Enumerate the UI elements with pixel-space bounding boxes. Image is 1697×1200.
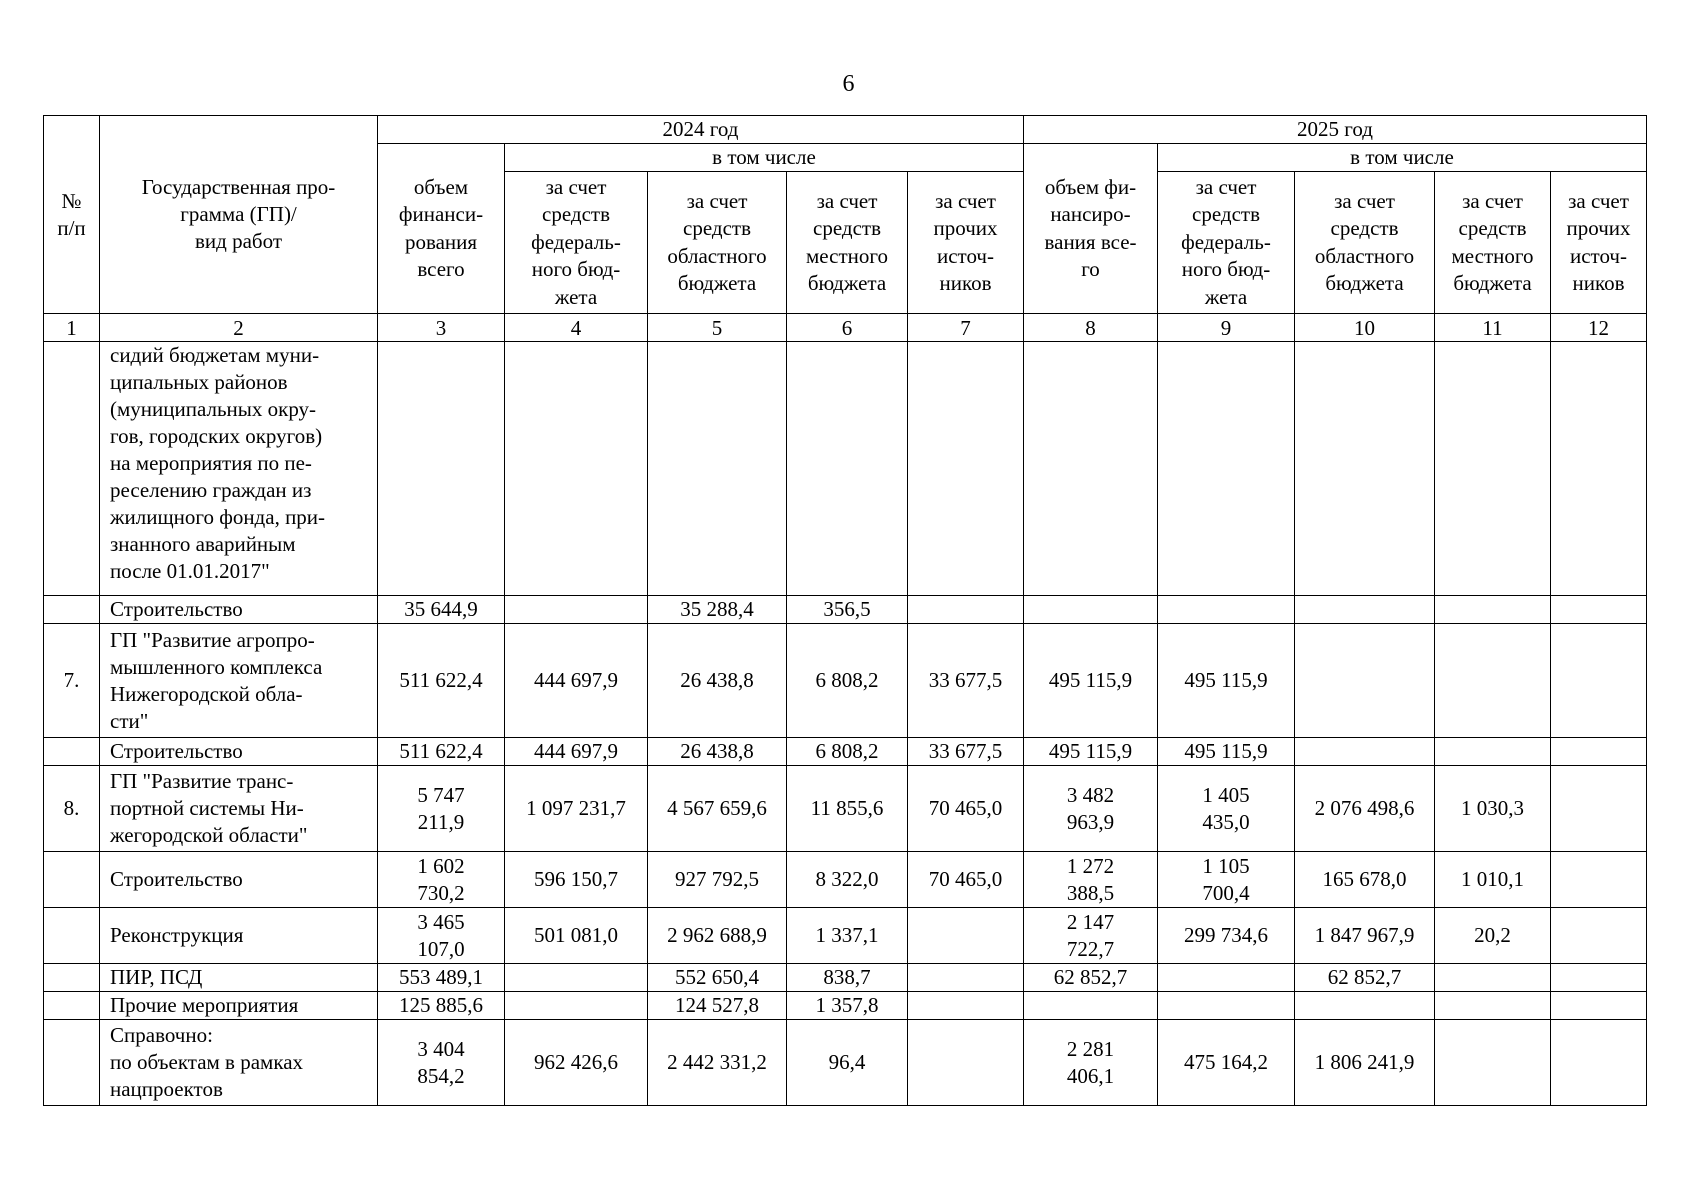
value-cell bbox=[648, 342, 787, 596]
value-cell: 596 150,7 bbox=[505, 852, 648, 908]
header-federal-2025-label: за счет средств федераль- ного бюд- жета bbox=[1181, 174, 1271, 309]
value-cell bbox=[1295, 738, 1435, 766]
row-number: 8. bbox=[44, 766, 100, 852]
value-cell bbox=[1551, 624, 1647, 738]
value-cell bbox=[1435, 342, 1551, 596]
header-program-label: Государственная про- грамма (ГП)/ вид работ bbox=[141, 175, 336, 253]
header-regional-2025 bbox=[1295, 172, 1435, 314]
table-header bbox=[44, 116, 1647, 342]
column-number: 7 bbox=[908, 314, 1024, 342]
column-number-row bbox=[44, 314, 1647, 342]
value-cell: 553 489,1 bbox=[378, 964, 505, 992]
value-cell bbox=[505, 992, 648, 1020]
value-cell: 2 147 722,7 bbox=[1024, 908, 1158, 964]
value-cell bbox=[1551, 908, 1647, 964]
value-cell bbox=[1435, 596, 1551, 624]
value-cell: 1 337,1 bbox=[787, 908, 908, 964]
header-local-2024 bbox=[787, 172, 908, 314]
row-number bbox=[44, 738, 100, 766]
value-cell: 33 677,5 bbox=[908, 624, 1024, 738]
column-number: 12 bbox=[1551, 314, 1647, 342]
value-cell bbox=[908, 992, 1024, 1020]
row-name: ГП "Развитие агропро- мышленного комплекса Нижегородской обла- сти" bbox=[100, 624, 378, 738]
row-number bbox=[44, 342, 100, 596]
column-number: 11 bbox=[1435, 314, 1551, 342]
value-cell: 495 115,9 bbox=[1024, 738, 1158, 766]
value-cell: 356,5 bbox=[787, 596, 908, 624]
value-cell: 11 855,6 bbox=[787, 766, 908, 852]
value-cell bbox=[1158, 964, 1295, 992]
row-number bbox=[44, 992, 100, 1020]
table-row bbox=[44, 766, 1647, 852]
value-cell: 8 322,0 bbox=[787, 852, 908, 908]
value-cell: 838,7 bbox=[787, 964, 908, 992]
value-cell: 511 622,4 bbox=[378, 624, 505, 738]
value-cell: 124 527,8 bbox=[648, 992, 787, 1020]
header-including-2025: в том числе bbox=[1158, 144, 1647, 172]
value-cell: 299 734,6 bbox=[1158, 908, 1295, 964]
column-number: 4 bbox=[505, 314, 648, 342]
value-cell: 26 438,8 bbox=[648, 624, 787, 738]
value-cell bbox=[1158, 342, 1295, 596]
value-cell bbox=[1551, 852, 1647, 908]
row-number bbox=[44, 908, 100, 964]
value-cell bbox=[908, 342, 1024, 596]
value-cell: 3 465 107,0 bbox=[378, 908, 505, 964]
value-cell bbox=[1435, 738, 1551, 766]
value-cell: 62 852,7 bbox=[1024, 964, 1158, 992]
value-cell: 1 097 231,7 bbox=[505, 766, 648, 852]
value-cell bbox=[1551, 1020, 1647, 1106]
value-cell: 495 115,9 bbox=[1158, 738, 1295, 766]
value-cell: 1 010,1 bbox=[1435, 852, 1551, 908]
value-cell: 6 808,2 bbox=[787, 624, 908, 738]
value-cell bbox=[908, 908, 1024, 964]
value-cell bbox=[1551, 766, 1647, 852]
value-cell: 165 678,0 bbox=[1295, 852, 1435, 908]
row-number bbox=[44, 852, 100, 908]
value-cell: 96,4 bbox=[787, 1020, 908, 1106]
column-number: 3 bbox=[378, 314, 505, 342]
value-cell bbox=[505, 964, 648, 992]
value-cell: 35 288,4 bbox=[648, 596, 787, 624]
table-row bbox=[44, 852, 1647, 908]
header-program bbox=[100, 116, 378, 314]
row-name: Справочно: по объектам в рамках нацпроектов bbox=[100, 1020, 378, 1106]
value-cell: 2 442 331,2 bbox=[648, 1020, 787, 1106]
row-name: ГП "Развитие транс- портной системы Ни- жегородской области" bbox=[100, 766, 378, 852]
table-row bbox=[44, 964, 1647, 992]
value-cell bbox=[1551, 596, 1647, 624]
value-cell: 444 697,9 bbox=[505, 738, 648, 766]
header-other-2025 bbox=[1551, 172, 1647, 314]
row-number bbox=[44, 1020, 100, 1106]
header-total-2025 bbox=[1024, 144, 1158, 314]
value-cell bbox=[1158, 596, 1295, 624]
row-name: Строительство bbox=[100, 596, 378, 624]
value-cell bbox=[1295, 342, 1435, 596]
header-regional-2025-label: за счет средств областного бюджета bbox=[1314, 188, 1415, 295]
value-cell: 962 426,6 bbox=[505, 1020, 648, 1106]
table-row bbox=[44, 624, 1647, 738]
value-cell: 1 602 730,2 bbox=[378, 852, 505, 908]
header-num-label: № п/п bbox=[57, 188, 86, 240]
value-cell bbox=[1435, 1020, 1551, 1106]
value-cell: 495 115,9 bbox=[1158, 624, 1295, 738]
value-cell bbox=[908, 596, 1024, 624]
column-number: 8 bbox=[1024, 314, 1158, 342]
value-cell bbox=[1551, 992, 1647, 1020]
row-number: 7. bbox=[44, 624, 100, 738]
value-cell bbox=[1295, 992, 1435, 1020]
row-name: Реконструкция bbox=[100, 908, 378, 964]
header-federal-2025 bbox=[1158, 172, 1295, 314]
row-name: Строительство bbox=[100, 738, 378, 766]
value-cell: 444 697,9 bbox=[505, 624, 648, 738]
value-cell bbox=[1158, 992, 1295, 1020]
column-number: 2 bbox=[100, 314, 378, 342]
value-cell: 125 885,6 bbox=[378, 992, 505, 1020]
value-cell: 33 677,5 bbox=[908, 738, 1024, 766]
header-local-2025 bbox=[1435, 172, 1551, 314]
value-cell: 70 465,0 bbox=[908, 852, 1024, 908]
value-cell: 1 357,8 bbox=[787, 992, 908, 1020]
value-cell: 552 650,4 bbox=[648, 964, 787, 992]
value-cell bbox=[1435, 624, 1551, 738]
value-cell bbox=[1295, 596, 1435, 624]
header-year-2025: 2025 год bbox=[1024, 116, 1647, 144]
header-including-2024: в том числе bbox=[505, 144, 1024, 172]
value-cell: 1 030,3 bbox=[1435, 766, 1551, 852]
header-local-2024-label: за счет средств местного бюджета bbox=[806, 188, 888, 295]
value-cell: 475 164,2 bbox=[1158, 1020, 1295, 1106]
budget-table bbox=[43, 115, 1647, 1106]
value-cell: 70 465,0 bbox=[908, 766, 1024, 852]
value-cell: 2 076 498,6 bbox=[1295, 766, 1435, 852]
header-year-2024: 2024 год bbox=[378, 116, 1024, 144]
value-cell: 3 404 854,2 bbox=[378, 1020, 505, 1106]
value-cell bbox=[1435, 992, 1551, 1020]
value-cell: 1 405 435,0 bbox=[1158, 766, 1295, 852]
table-body bbox=[44, 342, 1647, 1106]
header-num bbox=[44, 116, 100, 314]
column-number: 6 bbox=[787, 314, 908, 342]
table-row bbox=[44, 908, 1647, 964]
header-total-2025-label: объем фи- нансиро- вания все- го bbox=[1044, 174, 1137, 281]
table-row bbox=[44, 1020, 1647, 1106]
column-number: 5 bbox=[648, 314, 787, 342]
value-cell: 62 852,7 bbox=[1295, 964, 1435, 992]
value-cell: 1 105 700,4 bbox=[1158, 852, 1295, 908]
header-other-2024-label: за счет прочих источ- ников bbox=[933, 188, 998, 295]
value-cell: 1 806 241,9 bbox=[1295, 1020, 1435, 1106]
row-name: ПИР, ПСД bbox=[100, 964, 378, 992]
value-cell bbox=[378, 342, 505, 596]
table-row bbox=[44, 738, 1647, 766]
row-name: Строительство bbox=[100, 852, 378, 908]
table-row bbox=[44, 596, 1647, 624]
column-number: 1 bbox=[44, 314, 100, 342]
header-federal-2024-label: за счет средств федераль- ного бюд- жета bbox=[531, 174, 621, 309]
value-cell: 501 081,0 bbox=[505, 908, 648, 964]
value-cell: 20,2 bbox=[1435, 908, 1551, 964]
header-total-2024 bbox=[378, 144, 505, 314]
value-cell: 3 482 963,9 bbox=[1024, 766, 1158, 852]
page-number: 6 bbox=[842, 71, 855, 97]
column-number: 10 bbox=[1295, 314, 1435, 342]
value-cell bbox=[1024, 342, 1158, 596]
value-cell: 1 272 388,5 bbox=[1024, 852, 1158, 908]
value-cell bbox=[505, 342, 648, 596]
row-name: сидий бюджетам муни- ципальных районов (муниципальных окру- гов, городских округов) на мероприятия по пе- реселению граждан из жилищного фонда, при- знанного аварийным после 01.01.2017" bbox=[100, 342, 378, 596]
value-cell: 5 747 211,9 bbox=[378, 766, 505, 852]
value-cell bbox=[1551, 738, 1647, 766]
value-cell: 1 847 967,9 bbox=[1295, 908, 1435, 964]
value-cell: 495 115,9 bbox=[1024, 624, 1158, 738]
value-cell bbox=[1024, 596, 1158, 624]
value-cell bbox=[908, 1020, 1024, 1106]
value-cell bbox=[908, 964, 1024, 992]
row-number bbox=[44, 596, 100, 624]
value-cell bbox=[1551, 342, 1647, 596]
value-cell: 511 622,4 bbox=[378, 738, 505, 766]
value-cell: 35 644,9 bbox=[378, 596, 505, 624]
value-cell bbox=[505, 596, 648, 624]
header-other-2024 bbox=[908, 172, 1024, 314]
header-regional-2024-label: за счет средств областного бюджета bbox=[667, 188, 767, 295]
value-cell bbox=[787, 342, 908, 596]
value-cell bbox=[1295, 624, 1435, 738]
value-cell: 26 438,8 bbox=[648, 738, 787, 766]
table-row bbox=[44, 342, 1647, 596]
value-cell bbox=[1024, 992, 1158, 1020]
value-cell bbox=[1551, 964, 1647, 992]
header-local-2025-label: за счет средств местного бюджета bbox=[1451, 188, 1534, 295]
value-cell: 2 281 406,1 bbox=[1024, 1020, 1158, 1106]
table-row bbox=[44, 992, 1647, 1020]
column-number: 9 bbox=[1158, 314, 1295, 342]
header-total-2024-label: объем финанси- рования всего bbox=[398, 174, 484, 281]
row-name: Прочие мероприятия bbox=[100, 992, 378, 1020]
header-regional-2024 bbox=[648, 172, 787, 314]
value-cell: 4 567 659,6 bbox=[648, 766, 787, 852]
value-cell: 927 792,5 bbox=[648, 852, 787, 908]
value-cell: 6 808,2 bbox=[787, 738, 908, 766]
value-cell: 2 962 688,9 bbox=[648, 908, 787, 964]
value-cell bbox=[1435, 964, 1551, 992]
header-federal-2024 bbox=[505, 172, 648, 314]
row-number bbox=[44, 964, 100, 992]
header-other-2025-label: за счет прочих источ- ников bbox=[1566, 188, 1631, 295]
